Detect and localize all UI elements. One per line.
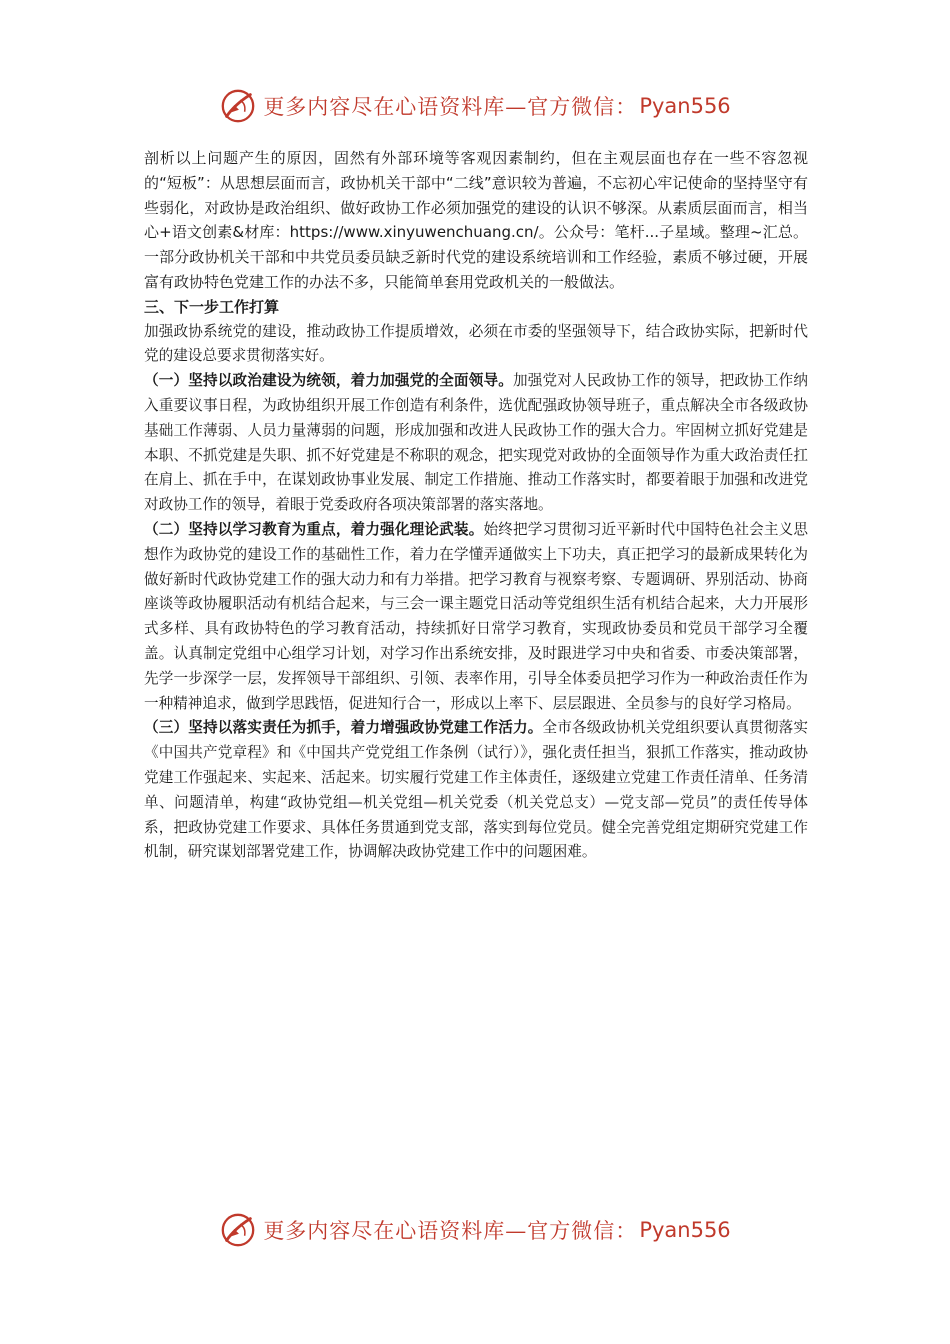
section-heading-next-steps: 三、下一步工作打算 (144, 297, 280, 316)
watermark-wechat-id: Pyan556 (639, 1218, 731, 1242)
header-watermark (0, 84, 950, 128)
paragraph-analysis: 剖析以上问题产生的原因，固然有外部环境等客观因素制约，但在主观层面也存在一些不容忽视的“短板”：从思想层面而言，政协机关干部中“二线”意识较为普遍，不忘初心牢记使命的坚持坚守有些弱化，对政协是政治组织、做好政协工作必须加强党的建设的认识不够深。从素质层面而言，相当心+语文创素&材库：https://www.xinyuwenchuang.cn/。公众号：笔杆...子星域。整理~汇总。一部分政协机关干部和中共党员委员缺乏新时代党的建设系统培训和工作经验，素质不够过硬，开展富有政协特色党建工作的办法不多，只能简单套用党政机关的一般做法。 (144, 149, 808, 291)
paragraph-political-building (144, 369, 808, 518)
paragraph-text-study-education: 始终把学习贯彻习近平新时代中国特色社会主义思想作为政协党的建设工作的基础性工作，着力在学懂弄通做实上下功夫，真正把学习的最新成果转化为做好新时代政协党建工作的强大动力和有力举措。把学习教育与视察考察、专题调研、界别活动、协商座谈等政协履职活动有机结合起来，与三会一课主题党日活动等党组织生活有机结合起来，大力开展形式多样、具有政协特色的学习教育活动，持续抓好日常学习教育，实现政协委员和党员干部学习全覆盖。认真制定党组中心组学习计划，对学习作出系统安排，及时跟进学习中央和省委、市委决策部署，先学一步深学一层，发挥领导干部组织、引领、表率作用，引导全体委员把学习作为一种政治责任作为一种精神追求，做到学思践悟，促进知行合一，形成以上率下、层层跟进、全员参与的良好学习格局。 (144, 520, 808, 712)
paragraph-responsibility (144, 716, 808, 865)
paragraph-intro: 加强政协系统党的建设，推动政协工作提质增效，必须在市委的坚强领导下，结合政协实际，把新时代党的建设总要求贯彻落实好。 (144, 322, 808, 365)
footer-watermark (0, 1208, 950, 1252)
watermark-wechat-id: Pyan556 (639, 94, 731, 118)
document-body (144, 146, 808, 865)
watermark-text: 更多内容尽在心语资料库—官方微信： (263, 1219, 638, 1243)
paragraph-lead-responsibility: （三）坚持以落实责任为抓手，着力增强政协党建工作活力。 (144, 719, 543, 737)
pen-logo-icon (219, 1211, 257, 1249)
paragraph-text-responsibility: 全市各级政协机关党组织要认真贯彻落实《中国共产党章程》和《中国共产党党组工作条例（试行）》，强化责任担当，狠抓工作落实，推动政协党建工作强起来、实起来、活起来。切实履行党建工作主体责任，逐级建立党建工作责任清单、任务清单、问题清单，构建“政协党组—机关党组—机关党委（机关党总支）—党支部—党员”的责任传导体系，把政协党建工作要求、具体任务贯通到党支部，落实到每位党员。健全完善党组定期研究党建工作机制，研究谋划部署党建工作，协调解决政协党建工作中的问题困难。 (144, 719, 808, 861)
paragraph-study-education (144, 518, 808, 716)
paragraph-text-political-building: 加强党对人民政协工作的领导，把政协工作纳入重要议事日程，为政协组织开展工作创造有利条件，选优配强政协领导班子，重点解决全市各级政协基础工作薄弱、人员力量薄弱的问题，形成加强和改进人民政协工作的强大合力。牢固树立抓好党建是本职、不抓党建是失职、抓不好党建是不称职的观念，把实现党对政协的全面领导作为重大政治责任扛在肩上、抓在手中，在谋划政协事业发展、制定工作措施、推动工作落实时，都要着眼于加强和改进党对政协工作的领导，着眼于党委政府各项决策部署的落实落地。 (144, 372, 808, 514)
paragraph-lead-study-education: （二）坚持以学习教育为重点，着力强化理论武装。 (144, 520, 484, 538)
pen-logo-icon (219, 87, 257, 125)
paragraph-lead-political-building: （一）坚持以政治建设为统领，着力加强党的全面领导。 (144, 372, 513, 390)
watermark-text: 更多内容尽在心语资料库—官方微信： (263, 95, 638, 119)
